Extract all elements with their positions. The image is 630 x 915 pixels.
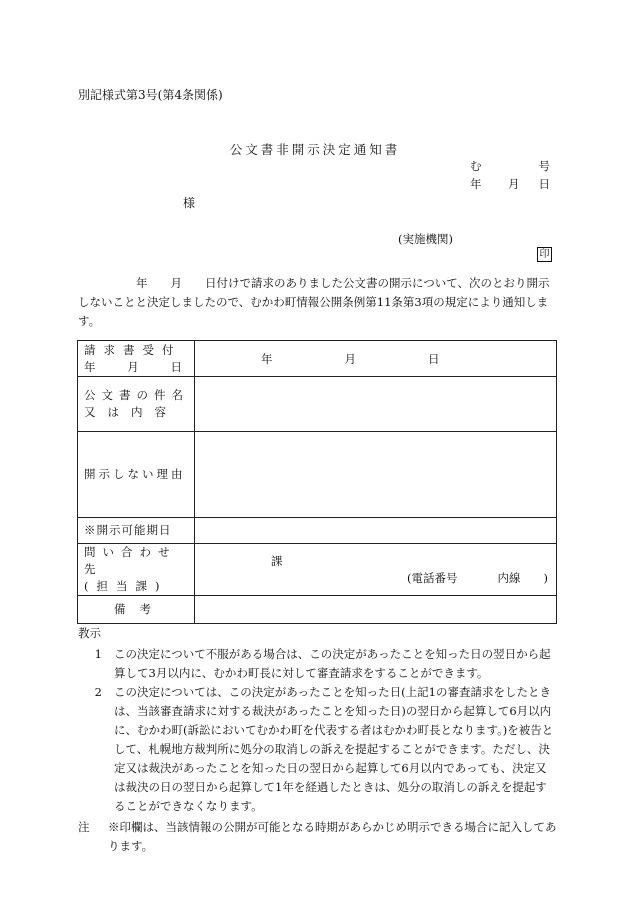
footnote-text: ※印欄は、当該情報の公開が可能となる時期があらかじめ明示できる場合に記入してあります。 <box>108 820 557 853</box>
receipt-label-day: 日 <box>170 359 182 374</box>
form-label: 別記様式第3号(第4条関係) <box>78 88 223 102</box>
number-suffix: 号 <box>538 159 550 173</box>
row-remarks <box>78 596 557 624</box>
seal-mark: 印 <box>537 247 552 262</box>
row-reason <box>78 432 557 518</box>
note-number: 1 <box>94 647 102 661</box>
subject-label-bottom: 又は内容 <box>84 405 178 419</box>
addressee-suffix: 様 <box>183 196 196 210</box>
reason-label <box>78 432 195 518</box>
date-year: 年 <box>470 177 482 191</box>
info-table <box>77 340 557 624</box>
receipt-year: 年 <box>261 351 273 366</box>
remarks-value <box>195 596 557 624</box>
row-contact <box>78 544 557 596</box>
notes-section <box>78 624 558 856</box>
date-day: 日 <box>538 177 550 191</box>
footnote <box>78 818 558 856</box>
receipt-label <box>78 341 195 377</box>
contact-section: 課 <box>271 553 283 568</box>
row-available <box>78 518 557 544</box>
remarks-label <box>78 596 195 624</box>
remarks-label-text: 備考 <box>114 602 165 616</box>
note-number: 2 <box>94 685 102 699</box>
agency-label: (実施機関) <box>398 232 453 246</box>
contact-extension: 内線 ) <box>497 570 548 585</box>
receipt-day: 日 <box>428 351 440 366</box>
note-text: この決定について不服がある場合は、この決定があったことを知った日の翌日から起算して3月以内に、むかわ町長に対して審査請求をすることができます。 <box>114 647 551 680</box>
contact-label-bottom: (担当課) <box>84 579 168 593</box>
receipt-label-top: 請求書受付 <box>84 342 182 357</box>
receipt-label-year: 年 <box>84 359 96 374</box>
note-item-1 <box>78 645 558 683</box>
body-text <box>78 274 558 331</box>
available-value <box>195 518 557 544</box>
receipt-month: 月 <box>344 351 356 366</box>
contact-phone: (電話番号 <box>407 570 458 585</box>
receipt-label-date <box>84 359 182 376</box>
footnote-mark: 注 <box>78 820 90 834</box>
body-paragraph: 年 月 日付けで請求のありました公文書の開示について、次のとおり開示しないことと決定しましたので、むかわ町情報公開条例第11条第3項の規定により通知します。 <box>78 276 550 328</box>
reason-label-text: 開示しない理由 <box>84 467 186 481</box>
row-receipt <box>78 341 557 377</box>
receipt-label-month: 月 <box>127 359 139 374</box>
subject-label-top: 公文書の件名 <box>84 388 189 402</box>
subject-label <box>78 377 195 432</box>
contact-phone-line <box>195 570 556 587</box>
contact-label <box>78 544 195 596</box>
row-subject <box>78 377 557 432</box>
document-title: 公文書非開示決定通知書 <box>229 142 401 157</box>
contact-value <box>195 544 557 596</box>
date-month: 月 <box>508 177 520 191</box>
receipt-value <box>195 341 557 377</box>
number-prefix: む <box>470 159 482 173</box>
notes-heading: 教示 <box>78 626 101 640</box>
note-text: この決定については、この決定があったことを知った日(上記1の審査請求をしたときは、当該審査請求に対する裁決があったことを知った日)の翌日から起算して6月以内に、むかわ町(訴訟においてむかわ町を代表する者はむかわ町長となります。)を被告として、札幌地方裁判所に処分の取消しの訴えを提起することができます。ただし、決定又は裁決があったことを知った日の翌日から起算して6月以内であっても、決定又は裁決の日の翌日から起算して1年を経過したときは、処分の取消しの訴えを提起することができなくなります。 <box>114 685 554 813</box>
available-label <box>78 518 195 544</box>
note-item-2 <box>78 683 558 816</box>
contact-label-top: 問い合わせ先 <box>84 545 177 576</box>
available-label-text: ※開示可能期日 <box>84 523 172 537</box>
subject-value <box>195 377 557 432</box>
reason-value <box>195 432 557 518</box>
